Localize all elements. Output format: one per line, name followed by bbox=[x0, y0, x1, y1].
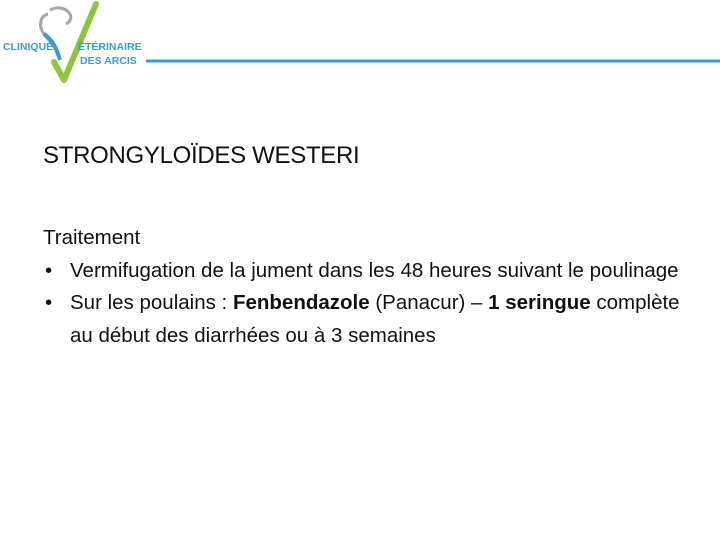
clinic-logo bbox=[0, 0, 720, 90]
section-heading: Traitement bbox=[43, 226, 141, 249]
bullet-text: Vermifugation de la jument dans les 48 heures suivant le poulinage bbox=[70, 258, 679, 282]
list-item bbox=[43, 255, 703, 288]
bullet-text-part: (Panacur) – bbox=[369, 291, 489, 314]
slide-title: STRONGYLOÏDES WESTERI bbox=[43, 142, 360, 169]
list-item bbox=[43, 287, 703, 352]
logo-word-clinique: CLINIQUE bbox=[3, 41, 54, 53]
bullet-list bbox=[43, 255, 703, 353]
slide-body bbox=[43, 222, 703, 352]
logo-word-des-arcis: DES ARCIS bbox=[80, 55, 137, 67]
bullet-icon: • bbox=[45, 258, 53, 282]
bullet-text-part: complète au début des diarrhées ou à 3 semaines bbox=[70, 291, 680, 347]
logo-word-veterinaire: ÉTÉRINAIRE bbox=[78, 41, 142, 53]
bullet-text-part: Sur les poulains : bbox=[70, 291, 233, 314]
drug-name: Fenbendazole bbox=[232, 291, 370, 314]
bullet-icon: • bbox=[45, 291, 53, 314]
dose: 1 seringue bbox=[488, 291, 591, 314]
